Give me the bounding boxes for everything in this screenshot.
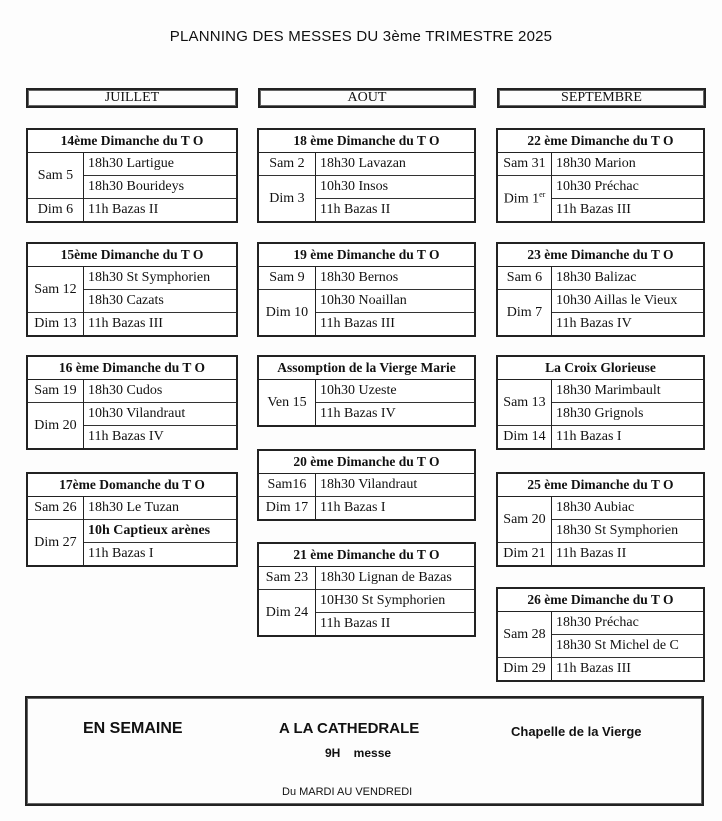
weekday-label: EN SEMAINE [83,720,183,737]
mass-cell: 18h30 Grignols [552,403,704,426]
mass-cell: 18h30 Lavazan [316,153,475,176]
table-row [28,380,236,403]
mass-cell: 18h30 Marion [552,153,704,176]
mass-cell: 18h30 Cazats [84,290,237,313]
table-row [259,590,474,613]
day-cell: Sam 6 [498,267,552,290]
block-header: La Croix Glorieuse [498,357,703,380]
mass-block [496,242,705,337]
block-header: 17ème Domanche du T O [28,474,236,497]
day-cell: Dim 3 [259,176,316,222]
mass-cell: 11h Bazas I [552,426,704,449]
day-cell: Sam16 [259,474,316,497]
mass-cell: 10h30 Aillas le Vieux [552,290,704,313]
mass-cell: 18h30 Cudos [84,380,237,403]
mass-cell: 10h Captieux arènes [84,520,237,543]
table-row [28,267,236,290]
table-row [498,267,703,290]
weekday-range: Du MARDI AU VENDREDI [282,786,413,798]
mass-cell: 11h Bazas III [84,313,237,336]
table-row [259,567,474,590]
month-september: SEPTEMBRE [497,88,706,108]
mass-cell: 18h30 Aubiac [552,497,704,520]
day-cell: Dim 7 [498,290,552,336]
page-title: PLANNING DES MESSES DU 3ème TRIMESTRE 2025 [169,28,553,45]
mass-block [26,242,238,337]
day-cell: Sam 20 [498,497,552,543]
mass-cell: 10h30 Insos [316,176,475,199]
day-cell: Sam 2 [259,153,316,176]
table-row [259,153,474,176]
day-cell: Sam 23 [259,567,316,590]
mass-cell: 11h Bazas III [316,313,475,336]
mass-cell: 18h30 St Symphorien [84,267,237,290]
day-cell: Sam 12 [28,267,84,313]
mass-cell: 11h Bazas II [552,543,704,566]
table-row [28,520,236,543]
block-header: 26 ème Dimanche du T O [498,589,703,612]
day-cell: Ven 15 [259,380,316,426]
table-row [498,153,703,176]
table-row [28,403,236,426]
day-cell: Dim 29 [498,658,552,681]
block-header: 14ème Dimanche du T O [28,130,236,153]
table-row [498,290,703,313]
mass-cell: 10h30 Noaillan [316,290,475,313]
mass-block [26,128,238,223]
mass-cell: 10H30 St Symphorien [316,590,475,613]
day-cell: Dim 24 [259,590,316,636]
day-cell: Dim 17 [259,497,316,520]
table-row [498,497,703,520]
day-cell: Sam 28 [498,612,552,658]
mass-block [257,242,476,337]
weekday-mass-box [25,696,704,806]
mass-block [257,355,476,427]
mass-cell: 11h Bazas IV [84,426,237,449]
table-row [28,199,236,222]
table-row [28,153,236,176]
day-cell: Dim 1er [498,176,552,222]
chapel-label: Chapelle de la Vierge [511,724,642,739]
block-header: 23 ème Dimanche du T O [498,244,703,267]
mass-cell: 18h30 Préchac [552,612,704,635]
mass-cell: 10h30 Préchac [552,176,704,199]
mass-block [496,355,705,450]
mass-cell: 11h Bazas IV [316,403,475,426]
mass-cell: 18h30 Balizac [552,267,704,290]
mass-block [26,355,238,450]
block-header: 18 ème Dimanche du T O [259,130,474,153]
mass-cell: 18h30 Lartigue [84,153,237,176]
mass-cell: 18h30 St Michel de C [552,635,704,658]
mass-cell: 18h30 Bourideys [84,176,237,199]
mass-cell: 11h Bazas I [84,543,237,566]
mass-cell: 18h30 Lignan de Bazas [316,567,475,590]
table-row [259,290,474,313]
mass-cell: 11h Bazas III [552,658,704,681]
table-row [259,176,474,199]
block-header: 21 ème Dimanche du T O [259,544,474,567]
block-header: 16 ème Dimanche du T O [28,357,236,380]
day-cell: Dim 27 [28,520,84,566]
mass-cell: 11h Bazas III [552,199,704,222]
table-row [259,474,474,497]
table-row [498,426,703,449]
block-header: 15ème Dimanche du T O [28,244,236,267]
mass-block [496,128,705,223]
table-row [28,313,236,336]
mass-cell: 11h Bazas IV [552,313,704,336]
table-row [498,543,703,566]
table-row [498,176,703,199]
day-cell: Dim 13 [28,313,84,336]
block-header: Assomption de la Vierge Marie [259,357,474,380]
mass-cell: 11h Bazas II [84,199,237,222]
mass-block [496,587,705,682]
day-cell: Sam 19 [28,380,84,403]
mass-block [26,472,238,567]
table-row [28,497,236,520]
day-cell: Sam 5 [28,153,84,199]
month-july: JUILLET [26,88,238,108]
block-header: 25 ème Dimanche du T O [498,474,703,497]
mass-block [257,128,476,223]
mass-block [496,472,705,567]
mass-cell: 18h30 Bernos [316,267,475,290]
mass-cell: 11h Bazas II [316,199,475,222]
mass-cell: 10h30 Vilandraut [84,403,237,426]
day-cell: Sam 26 [28,497,84,520]
day-cell: Dim 21 [498,543,552,566]
mass-time: 9H messe [325,746,392,760]
table-row [259,497,474,520]
mass-block [257,542,476,637]
mass-cell: 11h Bazas I [316,497,475,520]
day-cell: Dim 20 [28,403,84,449]
block-header: 20 ème Dimanche du T O [259,451,474,474]
mass-cell: 10h30 Uzeste [316,380,475,403]
block-header: 22 ème Dimanche du T O [498,130,703,153]
mass-cell: 18h30 Marimbault [552,380,704,403]
day-cell: Sam 31 [498,153,552,176]
mass-cell: 18h30 St Symphorien [552,520,704,543]
table-row [498,612,703,635]
mass-cell: 18h30 Vilandraut [316,474,475,497]
month-august: AOUT [258,88,476,108]
mass-cell: 18h30 Le Tuzan [84,497,237,520]
table-row [498,380,703,403]
day-cell: Sam 13 [498,380,552,426]
table-row [259,380,474,403]
day-cell: Dim 10 [259,290,316,336]
day-cell: Dim 6 [28,199,84,222]
mass-cell: 11h Bazas II [316,613,475,636]
cathedral-label: A LA CATHEDRALE [279,720,420,737]
day-cell: Sam 9 [259,267,316,290]
block-header: 19 ème Dimanche du T O [259,244,474,267]
table-row [498,658,703,681]
mass-block [257,449,476,521]
day-cell: Dim 14 [498,426,552,449]
table-row [259,267,474,290]
